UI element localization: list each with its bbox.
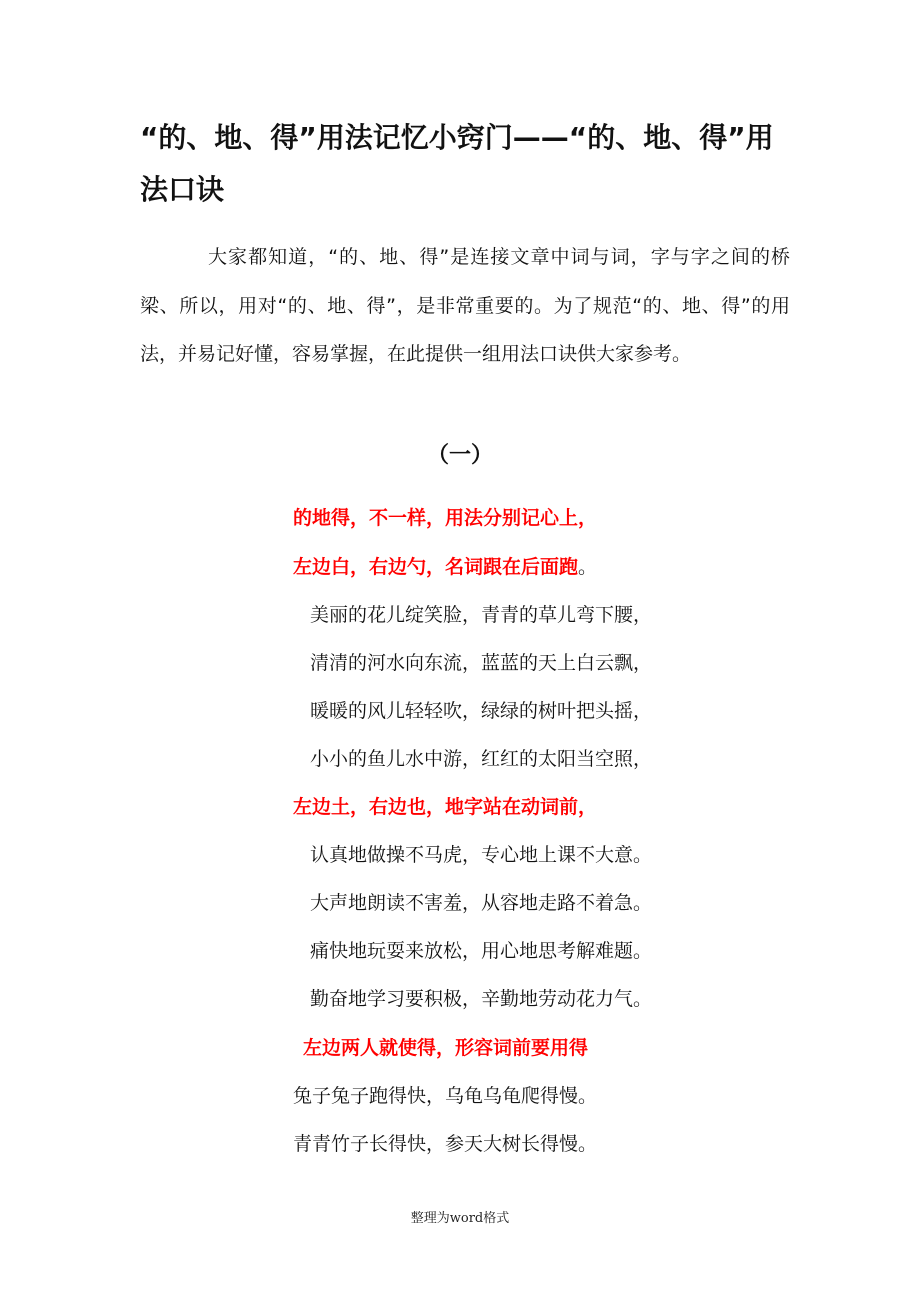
verse-line bbox=[293, 555, 597, 579]
verse-text: 暖暖的风儿轻轻吹，绿绿的树叶把头摇， bbox=[310, 700, 653, 722]
intro-paragraph: 大家都知道，“的、地、得”是连接文章中词与词，字与字之间的桥梁、所以，用对“的、地、得”，是非常重要的。为了规范“的、地、得”的用法，并易记好懂，容易掌握，在此提供一组用法口诀供大家参考。 bbox=[140, 246, 790, 365]
verse-line bbox=[310, 987, 652, 1011]
verse-line bbox=[310, 843, 652, 867]
verse-text: 痛快地玩耍来放松，用心地思考解难题。 bbox=[310, 940, 653, 962]
verse-line bbox=[293, 1084, 597, 1108]
verse-text: 小小的鱼儿水中游，红红的太阳当空照， bbox=[310, 748, 653, 770]
verse-line bbox=[310, 939, 652, 963]
verse-line bbox=[310, 651, 652, 675]
verse-text: 勤奋地学习要积极，辛勤地劳动花力气。 bbox=[310, 988, 653, 1010]
verse-line bbox=[310, 603, 652, 627]
verse-text: 认真地做操不马虎，专心地上课不大意。 bbox=[310, 844, 653, 866]
verse-text: 美丽的花儿绽笑脸，青青的草儿弯下腰， bbox=[310, 604, 653, 626]
verse-text: 清清的河水向东流，蓝蓝的天上白云飘， bbox=[310, 652, 653, 674]
verse-text: 青青竹子长得快，参天大树长得慢。 bbox=[293, 1133, 598, 1155]
verse-text: 。 bbox=[578, 556, 598, 578]
verse-line bbox=[310, 699, 652, 723]
verse-rule-text: 左边白，右边勺，名词跟在后面跑 bbox=[293, 556, 579, 578]
verse-rule-text: 的地得，不一样，用法分别记心上， bbox=[293, 507, 598, 529]
verse-text: 大声地朗读不害羞，从容地走路不着急。 bbox=[310, 892, 653, 914]
verse-line bbox=[310, 747, 652, 771]
verse-line bbox=[293, 795, 597, 819]
verse-line bbox=[303, 1036, 588, 1060]
verse-text: 兔子兔子跑得快，乌龟乌龟爬得慢。 bbox=[293, 1085, 598, 1107]
verse-rule-text: 左边两人就使得，形容词前要用得 bbox=[303, 1037, 589, 1059]
section-heading: （一） bbox=[426, 443, 493, 468]
verse-line bbox=[293, 1132, 597, 1156]
page-footer: 整理为word格式 bbox=[410, 1211, 510, 1226]
document-title: “的、地、得”用法记忆小窍门——“的、地、得”用法口诀 bbox=[140, 121, 774, 206]
verse-line bbox=[310, 891, 652, 915]
verse-line bbox=[293, 506, 597, 530]
verse-rule-text: 左边土，右边也，地字站在动词前， bbox=[293, 796, 598, 818]
